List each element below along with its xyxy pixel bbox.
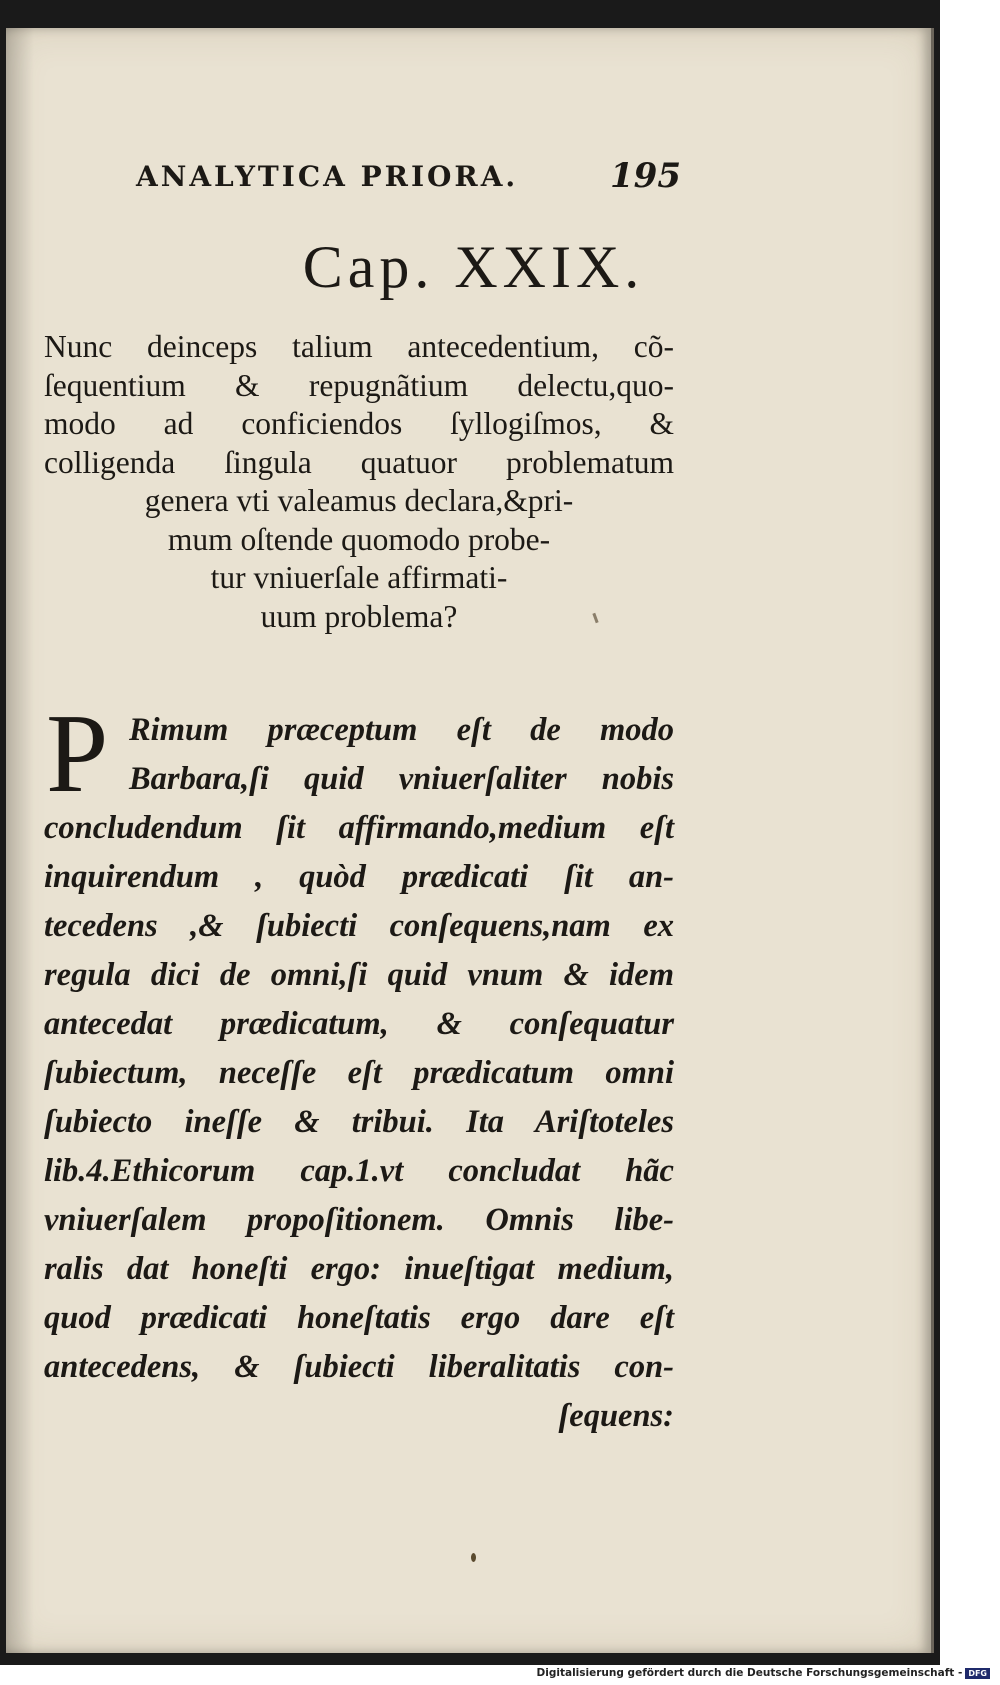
summary-line: mum oſtende quomodo probe-	[167, 521, 551, 557]
summary-line: tur vniuerſale affirmati-	[210, 560, 508, 595]
body-line: vniuerſalem propoſitionem. Omnis libe-	[44, 1202, 674, 1238]
summary-line: colligenda ſingula quatuor problematum	[44, 444, 674, 480]
body-line: Rimum præceptum eſt de modo	[129, 712, 674, 748]
digitization-credit	[537, 1667, 990, 1679]
catchword: ſequens:	[558, 1398, 674, 1434]
body-line: ſubiecto ineſſe & tribui. Ita Ariſtoteles	[44, 1104, 674, 1140]
body-line: ralis dat honeſti ergo: inueſtigat medium,	[44, 1251, 674, 1287]
body-line: inquirendum , quòd prædicati ſit an-	[44, 859, 674, 895]
body-text	[44, 692, 674, 1441]
summary-line: uum problema?	[260, 598, 458, 634]
body-line: quod prædicati honeſtatis ergo dare eſt	[44, 1300, 674, 1336]
drop-cap: P	[46, 692, 109, 816]
summary-line: genera vti valeamus declara,&pri-	[144, 483, 574, 518]
summary-line: modo ad conficiendos ſyllogiſmos, &	[44, 406, 674, 441]
dfg-logo: DFG	[965, 1668, 990, 1679]
running-title: ANALYTICA PRIORA.	[136, 160, 519, 193]
chapter-heading: Cap. XXIX.	[302, 234, 645, 300]
body-line: concludendum ſit affirmando,medium eſt	[44, 810, 674, 846]
running-head	[136, 156, 681, 200]
summary-line: Nunc deinceps talium antecedentium, cõ-	[44, 329, 674, 364]
body-line: regula dici de omni,ſi quid vnum & idem	[44, 957, 674, 993]
body-line: ſubiectum, neceſſe eſt prædicatum omni	[44, 1055, 674, 1091]
page-number: 195	[610, 156, 681, 196]
summary-line: ſequentium & repugnãtium delectu,quo-	[44, 367, 674, 403]
body-line: antecedat prædicatum, & conſequatur	[44, 1006, 674, 1042]
credit-text: Digitalisierung gefördert durch die Deutsche Forschungsgemeinschaft -	[536, 1667, 963, 1679]
body-line: tecedens ,& ſubiecti conſequens,nam ex	[44, 908, 674, 944]
body-line: Barbara,ſi quid vniuerſaliter nobis	[129, 761, 674, 797]
ink-speck	[471, 1553, 476, 1562]
chapter-summary	[44, 328, 674, 636]
body-line: antecedens, & ſubiecti liberalitatis con-	[44, 1349, 674, 1385]
book-page	[6, 28, 934, 1653]
body-line: lib.4.Ethicorum cap.1.vt concludat hãc	[44, 1153, 674, 1189]
